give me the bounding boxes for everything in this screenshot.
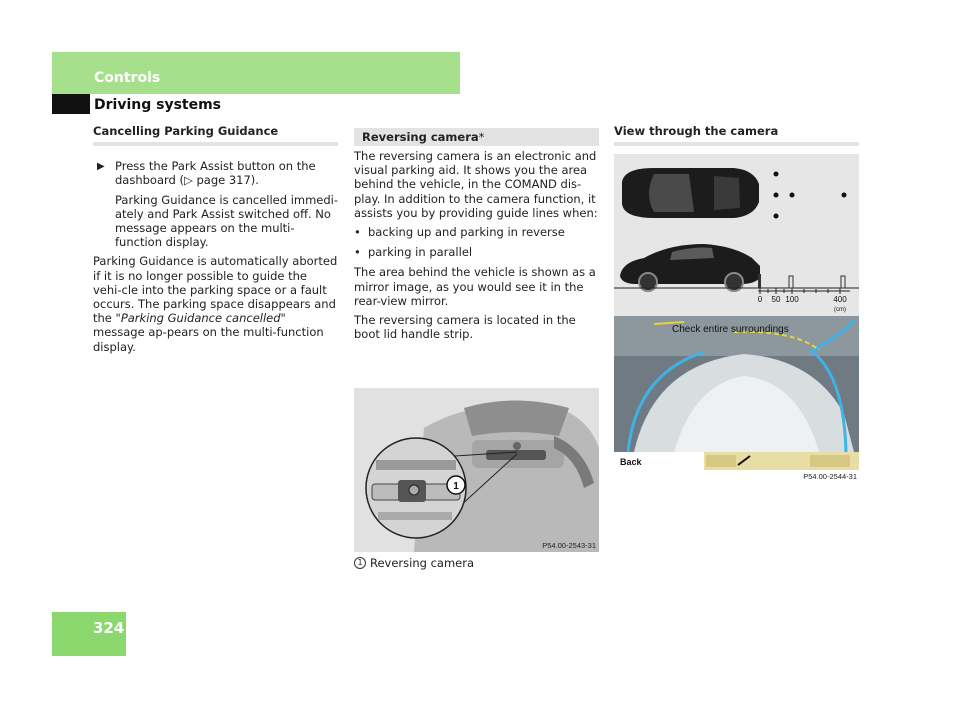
overlay-warning-text: Check entire surroundings <box>672 324 789 335</box>
bullet-item: • parking in parallel <box>354 245 473 260</box>
back-label: Back <box>620 457 642 467</box>
reversing-camera-figure <box>354 388 599 552</box>
camera-view-figure <box>614 154 859 482</box>
mirror-paragraph: The area behind the vehicle is shown as a mirror image, as you would see it in the rear-view mirror. <box>354 265 596 308</box>
column-reversing-camera <box>354 128 599 346</box>
step-note: Parking Guidance is cancelled immedi-ately and Park Assist switched off. No message appears on the multi-function display. <box>115 192 339 250</box>
heading-camera-view: View through the camera <box>614 124 859 146</box>
intro-paragraph: The reversing camera is an electronic and visual parking aid. It shows you the area behind the vehicle, in the COMAND dis-play. In addition to the camera function, it assists you by providing guide lines when: <box>354 149 598 220</box>
page-number: 324 <box>93 619 125 637</box>
location-paragraph: The reversing camera is located in the boot lid handle strip. <box>354 313 576 342</box>
bullet-icon: • <box>354 225 361 240</box>
scale-label: 100 <box>785 295 799 304</box>
callout-number: 1 <box>453 481 459 492</box>
scale-label: 50 <box>771 295 781 304</box>
bullet-icon: • <box>354 245 361 260</box>
header-marker <box>52 94 90 114</box>
column-cancelling <box>93 124 338 359</box>
optional-mark: * <box>478 130 485 144</box>
step-text: Press the Park Assist button on the dashboard (▷ page 317). <box>115 159 316 188</box>
subsection-title: Driving systems <box>94 97 222 113</box>
camera-display-illustration <box>614 154 859 482</box>
figure-code: P54.00-2543-31 <box>542 541 596 550</box>
scale-label: 400 <box>833 295 847 304</box>
figure-code: P54.00-2544-31 <box>803 472 857 481</box>
figure-caption: 1 Reversing camera <box>354 556 474 570</box>
heading-reversing-camera: Reversing camera* <box>354 128 599 146</box>
abort-paragraph: Parking Guidance is automatically aborted if it is no longer possible to guide the vehi-cle into the parking space or a fault occurs. The parking space disappears and the "Parking Guidance cancelled" message ap-pears on the multi-function display. <box>93 254 338 354</box>
heading-cancelling: Cancelling Parking Guidance <box>93 124 338 146</box>
step-press-park-assist <box>93 159 338 187</box>
message-text: "Parking Guidance cancelled" <box>115 311 286 326</box>
scale-unit: (cm) <box>834 307 846 313</box>
column-camera-view <box>614 124 859 154</box>
step-arrow-icon: ▶ <box>97 161 105 173</box>
bullet-item: • backing up and parking in reverse <box>354 225 565 240</box>
callout-marker: 1 <box>354 557 366 569</box>
car-rear-illustration <box>354 388 599 552</box>
scale-label: 0 <box>757 295 763 304</box>
section-title: Controls <box>94 70 161 86</box>
